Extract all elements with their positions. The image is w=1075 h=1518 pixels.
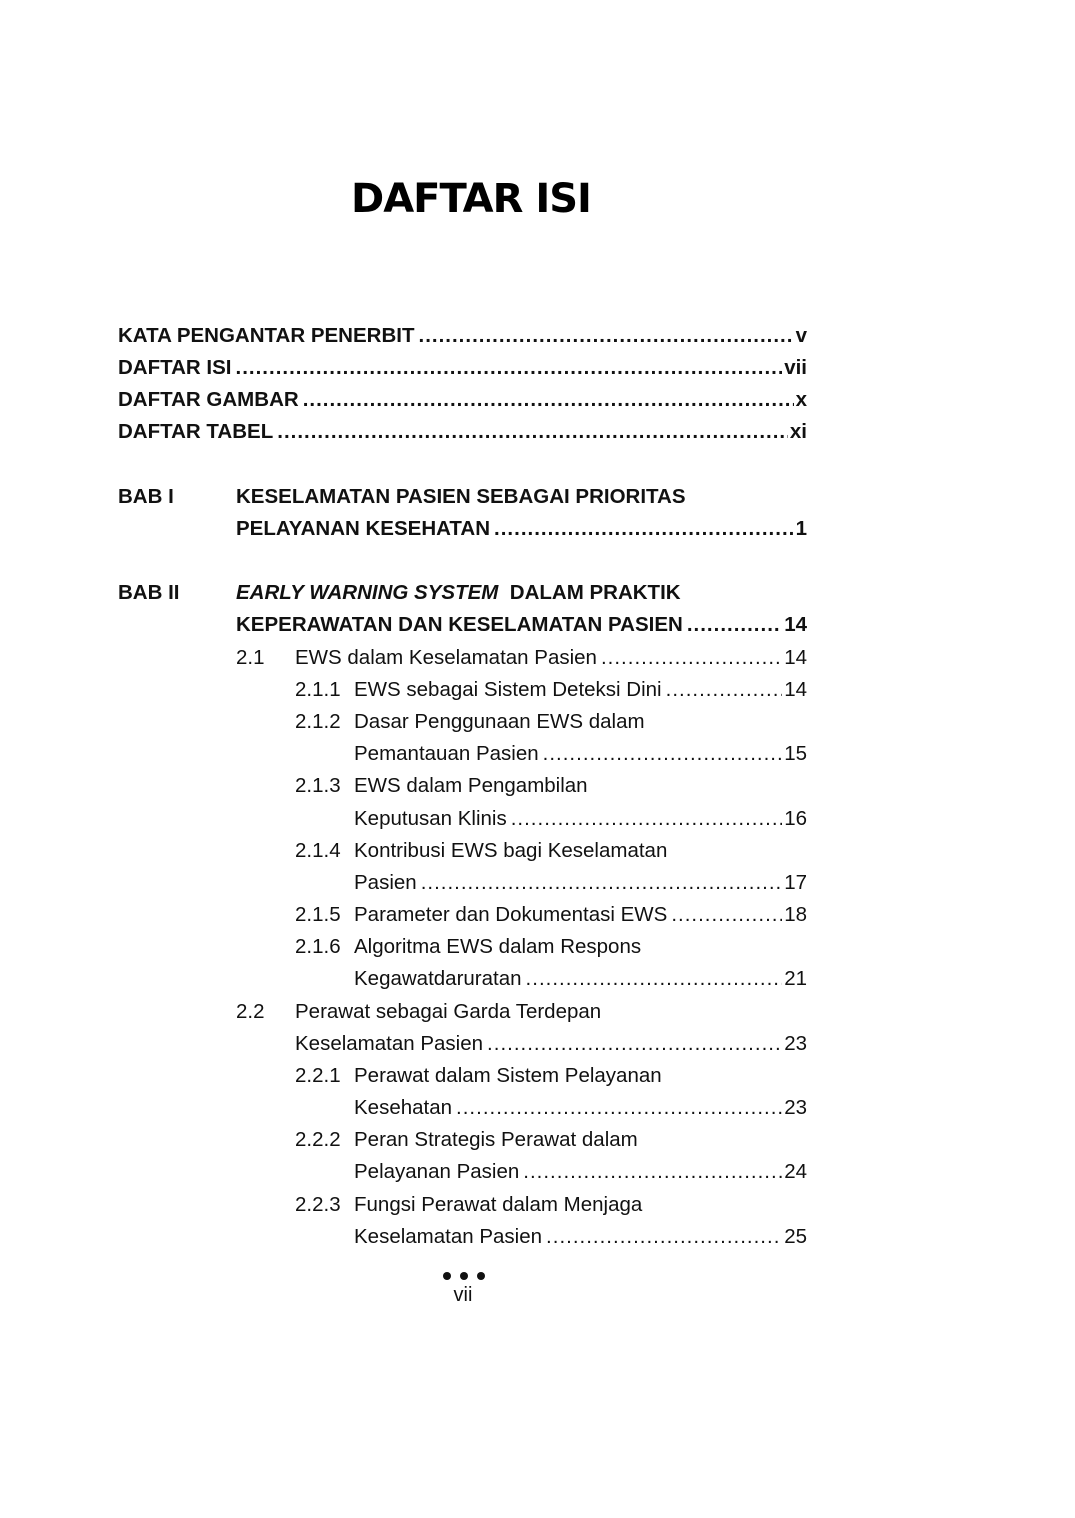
- dot-leader: [546, 1221, 782, 1253]
- section-title: EWS dalam Keselamatan Pasien: [295, 646, 597, 669]
- toc-entry-label: DAFTAR GAMBAR: [118, 388, 299, 411]
- toc-entry-2-2-1[interactable]: [354, 1092, 807, 1124]
- footer-ornament-dots: [443, 1272, 485, 1282]
- section-number: 2.1.1: [295, 678, 341, 701]
- toc-entry-page: 14: [784, 613, 807, 636]
- toc-entry-kata-pengantar[interactable]: [118, 320, 807, 352]
- dot-leader: [236, 352, 783, 384]
- section-number: 2.2.2: [295, 1128, 341, 1151]
- page-number: vii: [453, 1284, 473, 1306]
- toc-entry-page: vii: [784, 356, 807, 379]
- section-title-line2: Kesehatan: [354, 1096, 453, 1119]
- toc-entry-bab-2[interactable]: [236, 609, 807, 641]
- toc-entry-2-1-6[interactable]: [354, 963, 807, 995]
- dot-leader: [666, 674, 783, 706]
- section-title-line1[interactable]: Peran Strategis Perawat dalam: [354, 1128, 638, 1151]
- toc-entry-bab-1[interactable]: [236, 513, 807, 545]
- section-number: 2.2.3: [295, 1193, 341, 1216]
- toc-entry-2-1-3[interactable]: [354, 803, 807, 835]
- section-title: Parameter dan Dokumentasi EWS: [354, 903, 668, 926]
- toc-entry-2-1-5[interactable]: [354, 899, 807, 931]
- section-title-line1[interactable]: Algoritma EWS dalam Respons: [354, 935, 642, 958]
- dot-leader: [494, 513, 794, 545]
- section-number: 2.2.1: [295, 1064, 341, 1087]
- toc-entry-daftar-isi[interactable]: [118, 352, 807, 384]
- dot-leader: [601, 642, 782, 674]
- toc-entry-page: 24: [784, 1160, 807, 1183]
- dot-leader: [303, 384, 794, 416]
- toc-entry-daftar-tabel[interactable]: [118, 416, 807, 448]
- dot-leader: [419, 320, 794, 352]
- chapter-title-line2: PELAYANAN KESEHATAN: [236, 517, 491, 540]
- dot-leader: [523, 1156, 782, 1188]
- dot-leader: [277, 416, 788, 448]
- toc-entry-page: 18: [784, 903, 807, 926]
- chapter-title-line1[interactable]: [236, 577, 681, 609]
- toc-entry-label: DAFTAR ISI: [118, 356, 232, 379]
- toc-entry-page: x: [795, 388, 807, 411]
- chapter-title-italic: EARLY WARNING SYSTEM: [236, 581, 499, 604]
- toc-entry-page: 21: [784, 967, 807, 990]
- section-title-line1[interactable]: Dasar Penggunaan EWS dalam: [354, 710, 645, 733]
- chapter-title-line1[interactable]: KESELAMATAN PASIEN SEBAGAI PRIORITAS: [236, 485, 686, 508]
- toc-entry-2-1-4[interactable]: [354, 867, 807, 899]
- toc-entry-page: 14: [784, 678, 807, 701]
- section-title-line2: Keputusan Klinis: [354, 807, 507, 830]
- toc-entry-page: 16: [784, 807, 807, 830]
- chapter-number: BAB II: [118, 581, 180, 604]
- dot-leader: [487, 1028, 782, 1060]
- toc-entry-2-1[interactable]: [295, 642, 807, 674]
- toc-entry-2-2-2[interactable]: [354, 1156, 807, 1188]
- section-title-line1[interactable]: EWS dalam Pengambilan: [354, 774, 588, 797]
- toc-entry-2-1-1[interactable]: [354, 674, 807, 706]
- section-title-line2: Pemantauan Pasien: [354, 742, 539, 765]
- section-number: 2.1.4: [295, 839, 341, 862]
- toc-entry-page: 17: [784, 871, 807, 894]
- ornament-dot: [477, 1272, 485, 1280]
- section-title: EWS sebagai Sistem Deteksi Dini: [354, 678, 662, 701]
- section-title-line1[interactable]: Kontribusi EWS bagi Keselamatan: [354, 839, 668, 862]
- toc-entry-2-2-3[interactable]: [354, 1221, 807, 1253]
- section-title-line2: Keselamatan Pasien: [354, 1225, 543, 1248]
- dot-leader: [543, 738, 783, 770]
- section-title-line1[interactable]: Perawat sebagai Garda Terdepan: [295, 1000, 602, 1023]
- section-number: 2.1.2: [295, 710, 341, 733]
- dot-leader: [421, 867, 783, 899]
- toc-entry-page: 1: [795, 517, 807, 540]
- toc-entry-daftar-gambar[interactable]: [118, 384, 807, 416]
- chapter-title-rest: DALAM PRAKTIK: [509, 581, 681, 604]
- toc-entry-page: v: [795, 324, 807, 347]
- ornament-dot: [443, 1272, 451, 1280]
- toc-entry-page: 23: [784, 1032, 807, 1055]
- toc-entry-label: KATA PENGANTAR PENERBIT: [118, 324, 415, 347]
- section-number: 2.2: [236, 1000, 265, 1023]
- toc-entry-label: DAFTAR TABEL: [118, 420, 274, 443]
- section-number: 2.1: [236, 646, 265, 669]
- dot-leader: [671, 899, 782, 931]
- toc-entry-page: 14: [784, 646, 807, 669]
- toc-entry-page: xi: [789, 420, 807, 443]
- chapter-title-line2: KEPERAWATAN DAN KESELAMATAN PASIEN: [236, 613, 683, 636]
- toc-entry-page: 23: [784, 1096, 807, 1119]
- section-title-line2: Pelayanan Pasien: [354, 1160, 520, 1183]
- toc-entry-2-2[interactable]: [295, 1028, 807, 1060]
- section-title-line1[interactable]: Fungsi Perawat dalam Menjaga: [354, 1193, 643, 1216]
- toc-entry-page: 25: [784, 1225, 807, 1248]
- section-number: 2.1.5: [295, 903, 341, 926]
- section-title-line2: Kegawatdaruratan: [354, 967, 522, 990]
- dot-leader: [511, 803, 782, 835]
- dot-leader: [456, 1092, 782, 1124]
- section-title-line2: Pasien: [354, 871, 417, 894]
- dot-leader: [687, 609, 782, 641]
- ornament-dot: [460, 1272, 468, 1280]
- section-title-line2: Keselamatan Pasien: [295, 1032, 484, 1055]
- page-title: DAFTAR ISI: [351, 176, 591, 222]
- dot-leader: [526, 963, 783, 995]
- toc-entry-2-1-2[interactable]: [354, 738, 807, 770]
- section-title-line1[interactable]: Perawat dalam Sistem Pelayanan: [354, 1064, 662, 1087]
- section-number: 2.1.6: [295, 935, 341, 958]
- chapter-number: BAB I: [118, 485, 174, 508]
- toc-entry-page: 15: [784, 742, 807, 765]
- section-number: 2.1.3: [295, 774, 341, 797]
